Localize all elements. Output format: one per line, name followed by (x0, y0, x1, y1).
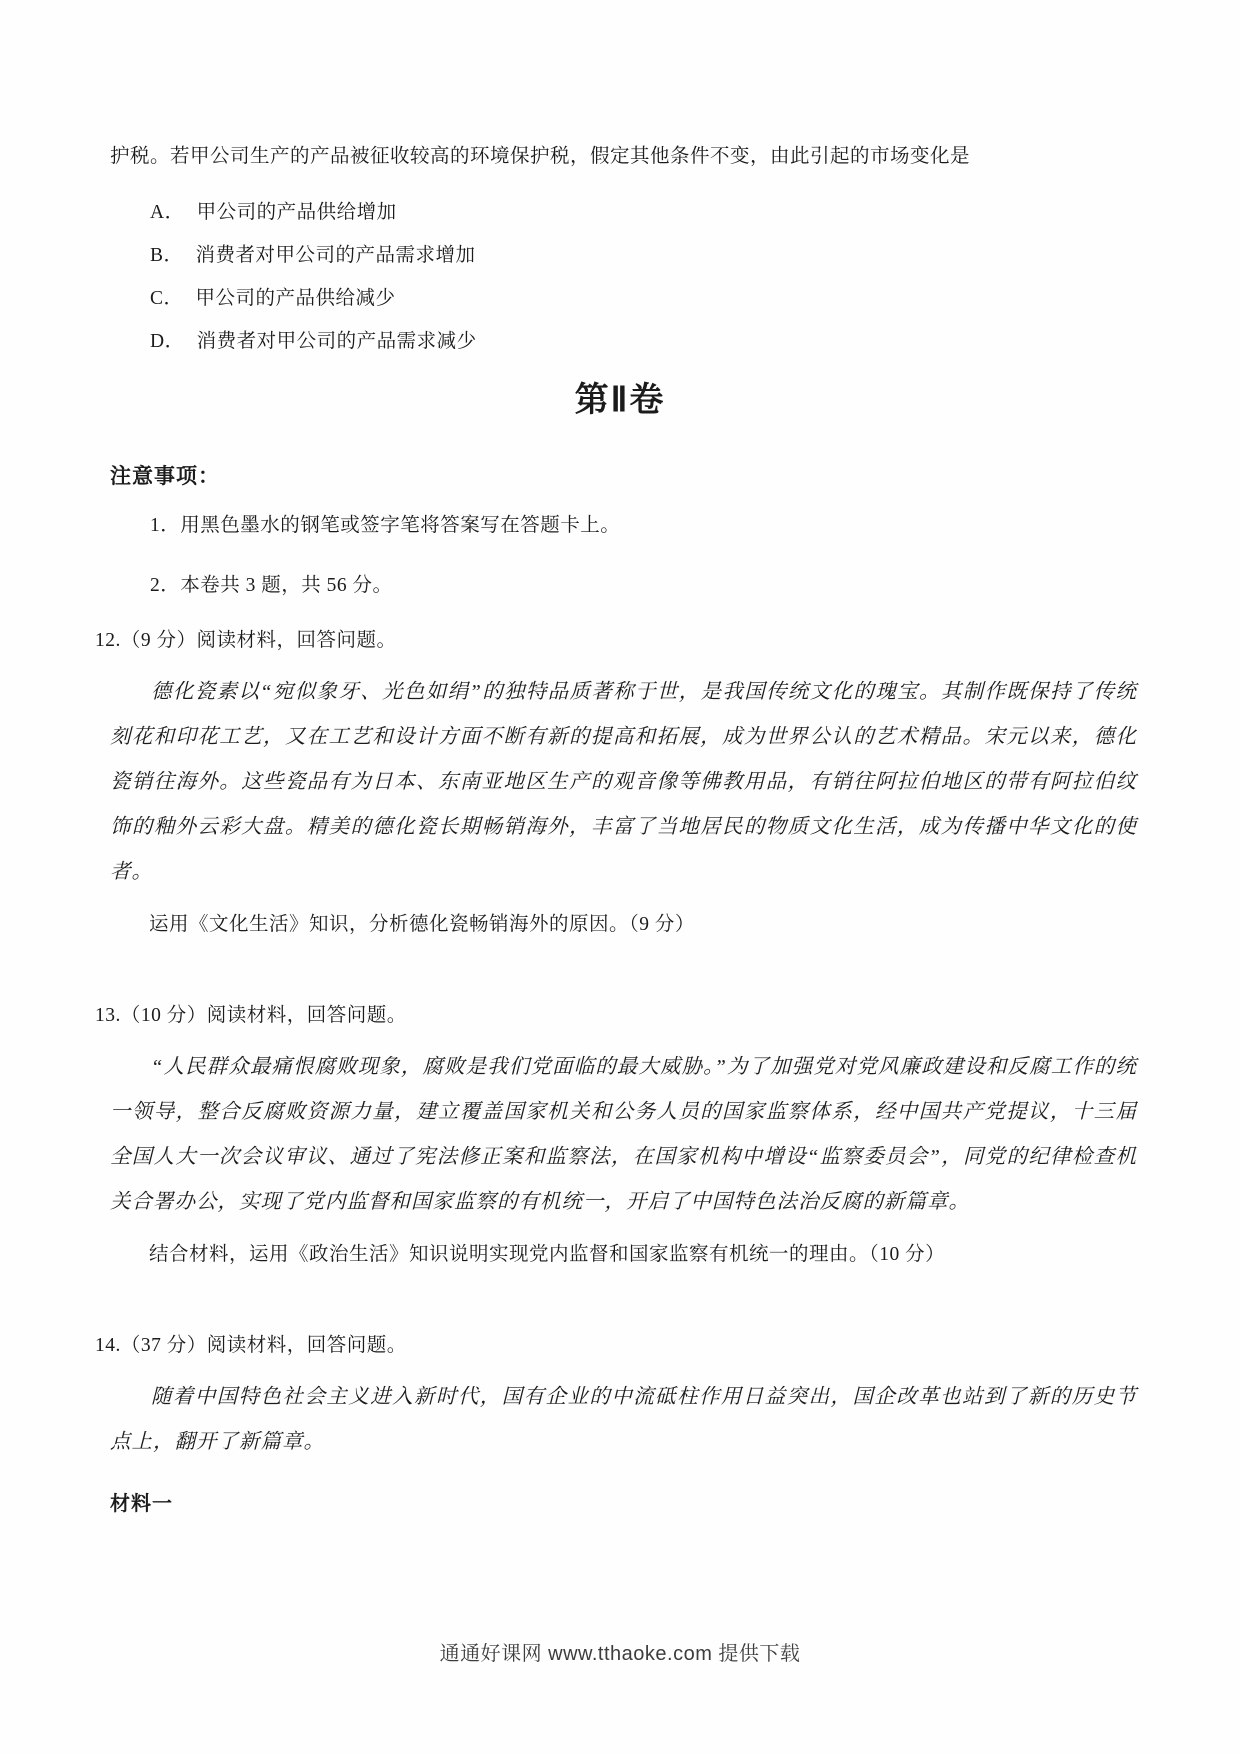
option-c-label: C． (150, 288, 184, 309)
question-12-material: 德化瓷素以“宛似象牙、光色如绢”的独特品质著称于世，是我国传统文化的瑰宝。其制作既保持了传统刻花和印花工艺，又在工艺和设计方面不断有新的提高和拓展，成为世界公认的艺术精品。宋元以来，德化瓷销往海外。这些瓷品有为日本、东南亚地区生产的观音像等佛教用品，有销往阿拉伯地区的带有阿拉伯纹饰的釉外云彩大盘。精美的德化瓷长期畅销海外，丰富了当地居民的物质文化生活，成为传播中华文化的使者。 (110, 681, 1137, 883)
question-14-material: 随着中国特色社会主义进入新时代，国有企业的中流砥柱作用日益突出，国企改革也站到了新的历史节点上，翻开了新篇章。 (110, 1386, 1137, 1453)
option-c-text: 甲公司的产品供给减少 (195, 288, 396, 309)
note-item-2: 2．本卷共 3 题，共 56 分。 (150, 575, 393, 596)
question-12-header: 12.（9 分）阅读材料，回答问题。 (95, 630, 397, 651)
options-list (150, 200, 1145, 355)
option-c (150, 286, 1145, 312)
option-d-text: 消费者对甲公司的产品需求减少 (196, 331, 477, 352)
footer-watermark: 通通好课网 www.tthaoke.com 提供下载 (439, 1643, 801, 1665)
question-13-task: 结合材料，运用《政治生活》知识说明实现党内监督和国家监察有机统一的理由。（10 分） (149, 1244, 946, 1265)
question-13-material: “人民群众最痛恨腐败现象，腐败是我们党面临的最大威胁。”为了加强党对党风廉政建设和反腐工作的统一领导，整合反腐败资源力量，建立覆盖国家机关和公务人员的国家监察体系，经中国共产党提议，十三届全国人大一次会议审议、通过了宪法修正案和监察法，在国家机构中增设“监察委员会”，同党的纪律检查机关合署办公，实现了党内监督和国家监察的有机统一，开启了中国特色法治反腐的新篇章。 (110, 1056, 1137, 1213)
question-14-material-label: 材料一 (110, 1493, 173, 1515)
option-a-text: 甲公司的产品供给增加 (196, 202, 397, 223)
option-d-label: D． (150, 331, 185, 352)
question-13-header: 13.（10 分）阅读材料，回答问题。 (95, 1005, 407, 1026)
question-14-header: 14.（37 分）阅读材料，回答问题。 (95, 1335, 407, 1356)
question-12-task: 运用《文化生活》知识，分析德化瓷畅销海外的原因。（9 分） (149, 914, 695, 935)
option-a-label: A． (150, 202, 185, 223)
question-stem-continuation: 护税。若甲公司生产的产品被征收较高的环境保护税，假定其他条件不变，由此引起的市场变化是 (110, 146, 971, 167)
option-b-text: 消费者对甲公司的产品需求增加 (195, 245, 476, 266)
option-b-label: B． (150, 245, 184, 266)
option-a (150, 200, 1145, 226)
option-b (150, 243, 1145, 269)
option-d (150, 329, 1145, 355)
notes-title: 注意事项： (110, 464, 220, 488)
section-title: 第Ⅱ卷 (574, 382, 666, 419)
note-item-1: 1．用黑色墨水的钢笔或签字笔将答案写在答题卡上。 (150, 515, 621, 536)
